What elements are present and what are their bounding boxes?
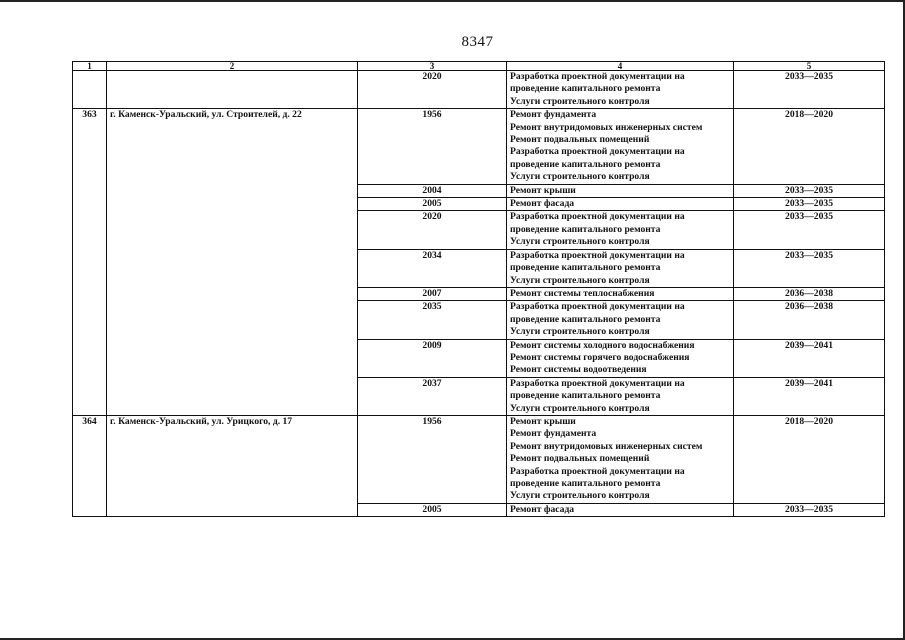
- work-item: проведение капитального ремонта: [510, 478, 661, 489]
- works-cell: [507, 109, 734, 184]
- period-cell: 2033—2035: [734, 184, 885, 197]
- table-row: [73, 71, 885, 109]
- column-number-row: [73, 62, 885, 71]
- repair-schedule-table: [72, 61, 885, 517]
- work-item: Ремонт системы холодного водоснабжения: [510, 339, 695, 351]
- work-item: Услуги строительного контроля: [510, 326, 650, 338]
- work-item: Разработка проектной документации на: [510, 301, 685, 313]
- period-cell: 2036—2038: [734, 301, 885, 339]
- object-address: г. Каменск-Уральский, ул. Строителей, д. 22: [107, 109, 358, 416]
- work-item: Услуги строительного контроля: [510, 490, 650, 502]
- work-item: Ремонт подвальных помещений: [510, 134, 650, 146]
- object-address: г. Каменск-Уральский, ул. Урицкого, д. 17: [107, 415, 358, 516]
- work-item: Разработка проектной документации на: [510, 377, 685, 389]
- work-item: проведение капитального ремонта: [510, 83, 661, 95]
- year-cell: 2035: [358, 301, 507, 339]
- object-number: [73, 71, 107, 109]
- year-cell: 2037: [358, 377, 507, 415]
- period-cell: 2039—2041: [734, 377, 885, 415]
- work-item: Разработка проектной документации на: [510, 71, 685, 82]
- works-cell: [507, 339, 734, 377]
- period-cell: 2036—2038: [734, 287, 885, 300]
- works-cell: [507, 503, 734, 516]
- period-cell: 2033—2035: [734, 71, 885, 109]
- page-number: 8347: [461, 34, 494, 50]
- year-cell: 2005: [358, 198, 507, 211]
- work-item: проведение капитального ремонта: [510, 158, 661, 170]
- works-cell: [507, 287, 734, 300]
- year-cell: 2009: [358, 339, 507, 377]
- work-item: проведение капитального ремонта: [510, 223, 661, 235]
- period-cell: 2033—2035: [734, 503, 885, 516]
- period-cell: 2033—2035: [734, 211, 885, 249]
- work-item: Ремонт системы горячего водоснабжения: [510, 351, 690, 363]
- year-cell: 2007: [358, 287, 507, 300]
- table-row: [73, 415, 885, 503]
- work-item: Ремонт фундамента: [510, 428, 597, 440]
- year-cell: 2020: [358, 211, 507, 249]
- work-item: Ремонт внутридомовых инженерных систем: [510, 121, 703, 133]
- period-cell: 2018—2020: [734, 109, 885, 184]
- work-item: Услуги строительного контроля: [510, 95, 650, 107]
- scan-border-top: [0, 0, 905, 2]
- year-cell: 1956: [358, 109, 507, 184]
- col-header-2: 2: [107, 62, 358, 71]
- work-item: Ремонт системы теплоснабжения: [510, 287, 655, 299]
- object-address: [107, 71, 358, 109]
- period-cell: 2033—2035: [734, 198, 885, 211]
- work-item: Ремонт фундамента: [510, 109, 597, 121]
- work-item: Ремонт внутридомовых инженерных систем: [510, 440, 703, 452]
- works-cell: [507, 198, 734, 211]
- col-header-5: 5: [734, 62, 885, 71]
- works-cell: [507, 301, 734, 339]
- col-header-4: 4: [507, 62, 734, 71]
- work-item: Услуги строительного контроля: [510, 171, 650, 183]
- works-cell: [507, 184, 734, 197]
- object-number: 363: [73, 109, 107, 416]
- period-cell: 2039—2041: [734, 339, 885, 377]
- work-item: проведение капитального ремонта: [510, 262, 661, 274]
- works-cell: [507, 71, 734, 109]
- table-row: [73, 109, 885, 184]
- col-header-1: 1: [73, 62, 107, 71]
- year-cell: 2034: [358, 249, 507, 287]
- year-cell: 2004: [358, 184, 507, 197]
- work-item: Услуги строительного контроля: [510, 402, 650, 414]
- work-item: Ремонт фасада: [510, 503, 575, 515]
- year-cell: 2005: [358, 503, 507, 516]
- object-number: 364: [73, 415, 107, 516]
- work-item: Ремонт фасада: [510, 198, 575, 210]
- work-item: Разработка проектной документации на: [510, 146, 685, 158]
- work-item: Разработка проектной документации на: [510, 465, 685, 477]
- table-body: [73, 71, 885, 517]
- work-item: Ремонт крыши: [510, 184, 576, 196]
- period-cell: 2018—2020: [734, 415, 885, 503]
- year-cell: 1956: [358, 415, 507, 503]
- work-item: проведение капитального ремонта: [510, 313, 661, 325]
- works-cell: [507, 415, 734, 503]
- period-cell: 2033—2035: [734, 249, 885, 287]
- work-item: Ремонт подвальных помещений: [510, 453, 650, 465]
- work-item: Разработка проектной документации на: [510, 249, 685, 261]
- works-cell: [507, 211, 734, 249]
- work-item: Ремонт системы водоотведения: [510, 364, 647, 376]
- work-item: Услуги строительного контроля: [510, 236, 650, 248]
- work-item: проведение капитального ремонта: [510, 390, 661, 402]
- year-cell: 2020: [358, 71, 507, 109]
- works-cell: [507, 377, 734, 415]
- work-item: Услуги строительного контроля: [510, 274, 650, 286]
- work-item: Разработка проектной документации на: [510, 211, 685, 223]
- work-item: Ремонт крыши: [510, 415, 576, 427]
- works-cell: [507, 249, 734, 287]
- col-header-3: 3: [358, 62, 507, 71]
